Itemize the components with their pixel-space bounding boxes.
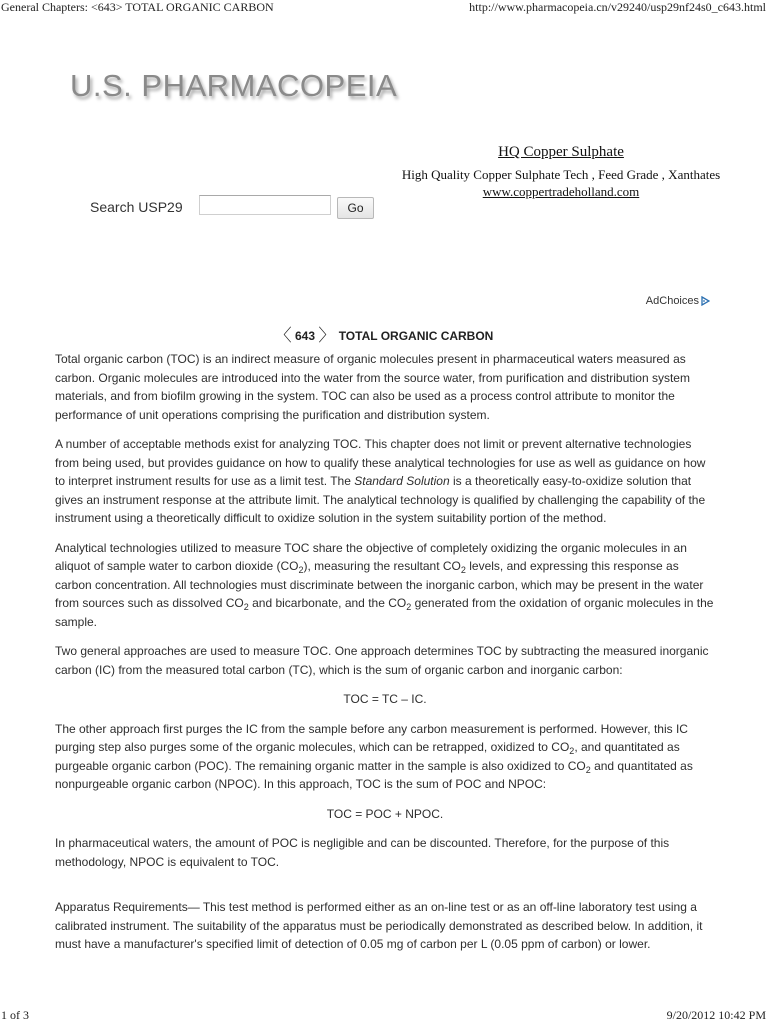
print-header-url: http://www.pharmacopeia.cn/v29240/usp29nf24s0_c643.html [469,0,766,14]
ad-description: High Quality Copper Sulphate Tech , Feed Grade , Xanthates [401,167,721,182]
paragraph-apparatus: Apparatus Requirements— This test method is performed either as an on-line test or as an off-line laboratory test using a calibrated instrument. The suitability of the apparatus must be periodically demonstrated as described below. In addition, it must have a manufacturer's specified limit of detection of 0.05 mg of carbon per L (0.05 ppm of carbon) or lower. [55,900,703,951]
chapter-content [55,350,715,965]
paragraph-methods: A number of acceptable methods exist for analyzing TOC. This chapter does not limit or prevent alternative technologies from being used, but provides guidance on how to qualify these analytical technologies for use as well as guidance on how to interpret instrument results for use as a limit test. The Standard Solution is a theoretically easy-to-oxidize solution that gives an instrument response at the attribute limit. The analytical technology is qualified by challenging the capability of the instrument using a theoretically difficult to oxidize solution in the system suitability portion of the method. [55,437,706,525]
usp-logo[interactable]: U.S. PHARMACOPEIA [70,68,398,103]
paragraph-approaches: Two general approaches are used to measure TOC. One approach determines TOC by subtracting the measured inorganic carbon (IC) from the measured total carbon (TC), which is the sum of organic carbon and inorganic carbon: [55,644,709,677]
ad-url-link[interactable]: www.coppertradeholland.com [482,184,640,199]
chapter-heading [0,321,768,346]
adchoices-link[interactable] [646,295,710,307]
adchoices-icon [701,296,710,306]
go-button[interactable]: Go [337,197,374,219]
print-header [0,0,768,16]
standard-solution-term: Standard Solution [354,474,450,488]
page-count: 1 of 3 [1,1008,29,1022]
chapter-title: TOTAL ORGANIC CARBON [338,329,494,343]
paragraph-intro: Total organic carbon (TOC) is an indirect measure of organic molecules present in pharmaceutical waters measured as carbon. Organic molecules are introduced into the water from the source water, from purification and distribution system materials, and from biofilm growing in the system. TOC can also be used as a process control attribute to monitor the performance of unit operations comprising the purification and distribution system. [55,352,690,422]
paragraph-technologies: Analytical technologies utilized to measure TOC share the objective of completely oxidizing the organic molecules in an aliquot of sample water to carbon dioxide $(CO_2)$, measuring the resultant $CO_2$ levels, and expressing this response as carbon concentration. All technologies must discriminate between the inorganic carbon, which may be present in the water from sources such as dissolved $CO_2$ and bicarbonate, and the $CO_2$ generated from the oxidation of organic molecules in the sample. [55,540,714,629]
formula-toc-tc-ic: TOC = TC – IC. [343,692,427,706]
print-timestamp: 9/20/2012 10:42 PM [666,1008,766,1022]
paragraph-purge: The other approach first purges the IC from the sample before any carbon measurement is performed. However, this IC purging step also purges some of the organic molecules, which can be retrapped, oxidized to $CO_2$, and quantitated as purgeable organic carbon (POC). The remaining organic matter in the sample is also oxidized to $CO_2$ and quantitated as nonpurgeable organic carbon (NPOC). In this approach, TOC is the sum of POC and NPOC: [55,721,693,791]
paragraph-pharma-waters: In pharmaceutical waters, the amount of POC is negligible and can be discounted. Therefore, for the purpose of this methodology, NPOC is equivalent to TOC. [55,836,670,869]
adchoices-label: AdChoices [645,295,699,307]
formula-toc-poc-npoc: TOC = POC + NPOC. [326,806,444,821]
search-label: Search USP29 [90,199,183,215]
ad-title-link[interactable]: HQ Copper Sulphate [498,144,624,160]
print-footer [0,1008,768,1024]
chapter-bracket-close: 〉 [318,326,336,345]
chapter-number: 643 [294,329,315,343]
print-header-title: General Chapters: <643> TOTAL ORGANIC CARBON [1,0,274,14]
search-input[interactable] [199,195,331,215]
chapter-bracket-open: 〈 [274,326,292,345]
ad-box [400,143,722,201]
